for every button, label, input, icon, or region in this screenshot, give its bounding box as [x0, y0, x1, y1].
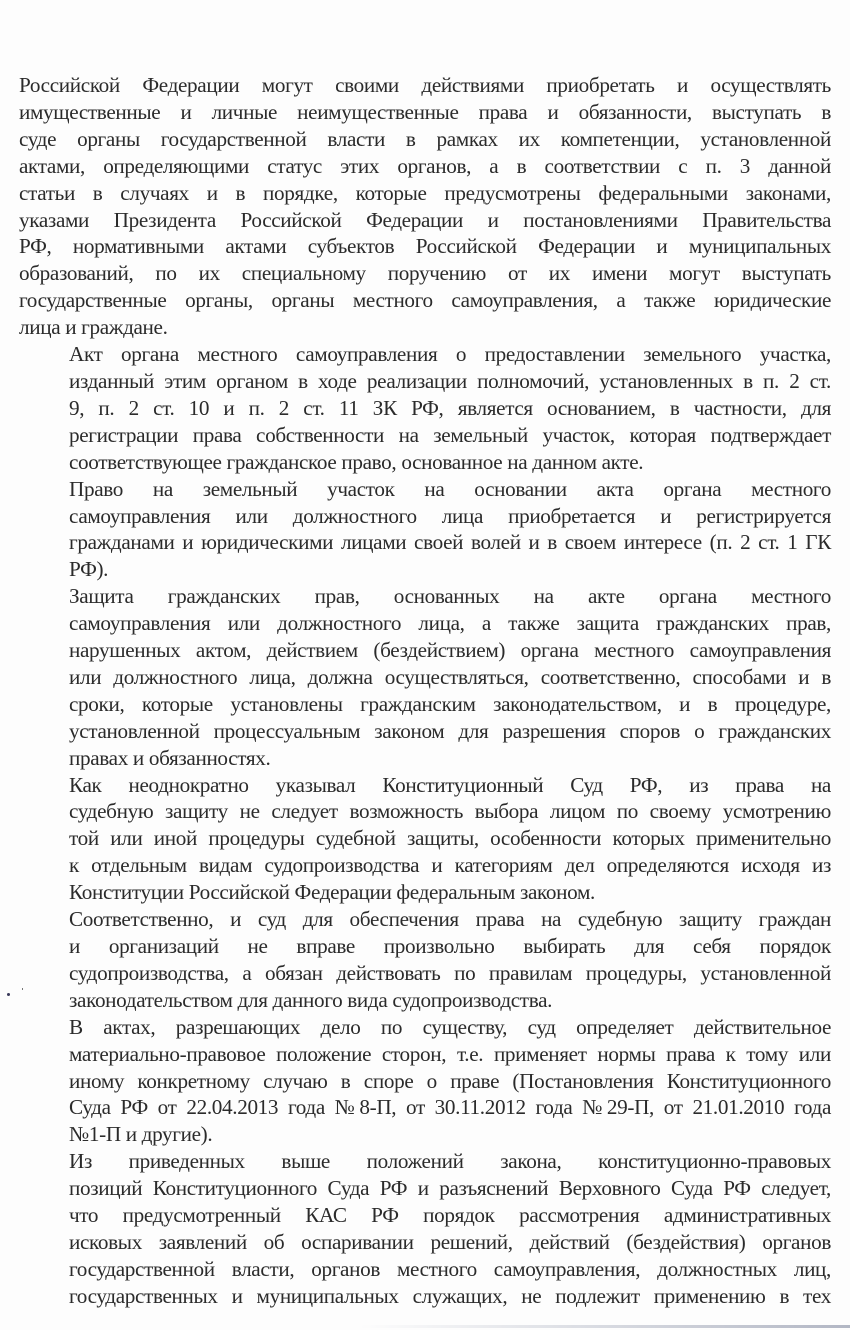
paragraph — [19, 72, 831, 341]
text-line: Суда РФ от 22.04.2013 года №8-П, от 30.11.2012 года №29-П, от 21.01.2010 года — [69, 1095, 831, 1120]
text-line: образований, по их специальному поручению от их имени могут выступать — [19, 261, 831, 286]
text-line: правах и обязанностях. — [69, 745, 271, 770]
text-line: установленной процессуальным законом для разрешения споров о гражданских — [69, 718, 831, 743]
text-line: законодательством для данного вида судопроизводства. — [69, 987, 553, 1012]
text-line: гражданами и юридическими лицами своей волей и в своем интересе (п. 2 ст. 1 ГК — [69, 530, 831, 555]
document-page — [19, 72, 831, 1310]
text-line: той или иной процедуры судебной защиты, особенности которых применительно — [69, 826, 831, 851]
text-line: РФ, нормативными актами субъектов Российской Федерации и муниципальных — [19, 234, 831, 259]
text-line: самоуправления или должностного лица приобретается и регистрируется — [69, 503, 831, 528]
text-line: сроки, которые установлены гражданским законодательством, и в процедуре, — [69, 691, 831, 716]
text-line: нарушенных актом, действием (бездействием) органа местного самоуправления — [69, 638, 831, 663]
text-line: В актах, разрешающих дело по существу, суд определяет действительное — [69, 1014, 831, 1039]
text-line: и организаций не вправе произвольно выбирать для себя порядок — [69, 934, 831, 958]
text-line: или должностного лица, должна осуществляться, соответственно, способами и в — [69, 664, 831, 689]
paragraph — [19, 1014, 831, 1149]
text-line: что предусмотренный КАС РФ порядок рассмотрения административных — [69, 1203, 831, 1228]
paragraph — [19, 772, 831, 907]
paragraph — [19, 476, 831, 584]
text-line: самоуправления или должностного лица, а также защита гражданских прав, — [69, 611, 831, 636]
text-line: государственных и муниципальных служащих, не подлежит применению в тех — [69, 1283, 831, 1308]
text-line: 9, п. 2 ст. 10 и п. 2 ст. 11 ЗК РФ, является основанием, в частности, для — [69, 395, 831, 420]
text-line: актами, определяющими статус этих органов, а в соответствии с п. 3 данной — [19, 153, 831, 178]
paragraph — [19, 341, 831, 476]
text-line: изданный этим органом в ходе реализации полномочий, установленных в п. 2 ст. — [69, 368, 831, 393]
text-line: судопроизводства, а обязан действовать по правилам процедуры, установленной — [69, 960, 831, 985]
text-line: Акт органа местного самоуправления о предоставлении земельного участка, — [69, 342, 831, 367]
text-line: Соответственно, и суд для обеспечения права на судебную защиту граждан — [69, 907, 831, 932]
text-line: Из приведенных выше положений закона, конституционно-правовых — [69, 1149, 831, 1174]
text-line: к отдельным видам судопроизводства и категориям дел определяются исходя из — [69, 853, 831, 878]
text-line: суде органы государственной власти в рамках их компетенции, установленной — [19, 126, 831, 151]
text-line: иному конкретному случаю в споре о праве (Постановления Конституционного — [69, 1068, 831, 1093]
text-line: соответствующее гражданское право, основанное на данном акте. — [69, 449, 644, 474]
text-line: указами Президента Российской Федерации и постановлениями Правительства — [19, 207, 831, 232]
text-line: РФ). — [69, 557, 109, 582]
text-line: №1-П и другие). — [69, 1122, 213, 1147]
text-line: исковых заявлений об оспаривании решений, действий (бездействия) органов — [69, 1229, 831, 1254]
paragraph — [19, 1148, 831, 1309]
scan-edge-shadow — [360, 1325, 850, 1328]
text-line: государственные органы, органы местного самоуправления, а также юридические — [19, 288, 831, 313]
text-line: судебную защиту не следует возможность выбора лицом по своему усмотрению — [69, 799, 831, 824]
scan-speck — [7, 993, 10, 996]
text-line: позиций Конституционного Суда РФ и разъяснений Верховного Суда РФ следует, — [69, 1176, 831, 1201]
text-line: Защита гражданских прав, основанных на акте органа местного — [69, 584, 831, 609]
text-line: Конституции Российской Федерации федеральным законом. — [69, 880, 595, 905]
text-line: Как неоднократно указывал Конституционный Суд РФ, из права на — [69, 772, 831, 797]
text-line: регистрации права собственности на земельный участок, которая подтверждает — [69, 422, 831, 447]
text-line: Российской Федерации могут своими действиями приобретать и осуществлять — [19, 73, 831, 97]
paragraph — [19, 906, 831, 1014]
text-line: Право на земельный участок на основании акта органа местного — [69, 476, 831, 501]
text-line: государственной власти, органов местного самоуправления, должностных лиц, — [69, 1256, 831, 1281]
paragraph — [19, 583, 831, 771]
text-line: статьи в случаях и в порядке, которые предусмотрены федеральными законами, — [19, 180, 831, 205]
text-line: имущественные и личные неимущественные права и обязанности, выступать в — [19, 99, 831, 124]
scan-speck — [22, 988, 23, 990]
text-line: лица и граждане. — [19, 315, 168, 340]
text-line: материально-правовое положение сторон, т.е. применяет нормы права к тому или — [69, 1041, 831, 1066]
